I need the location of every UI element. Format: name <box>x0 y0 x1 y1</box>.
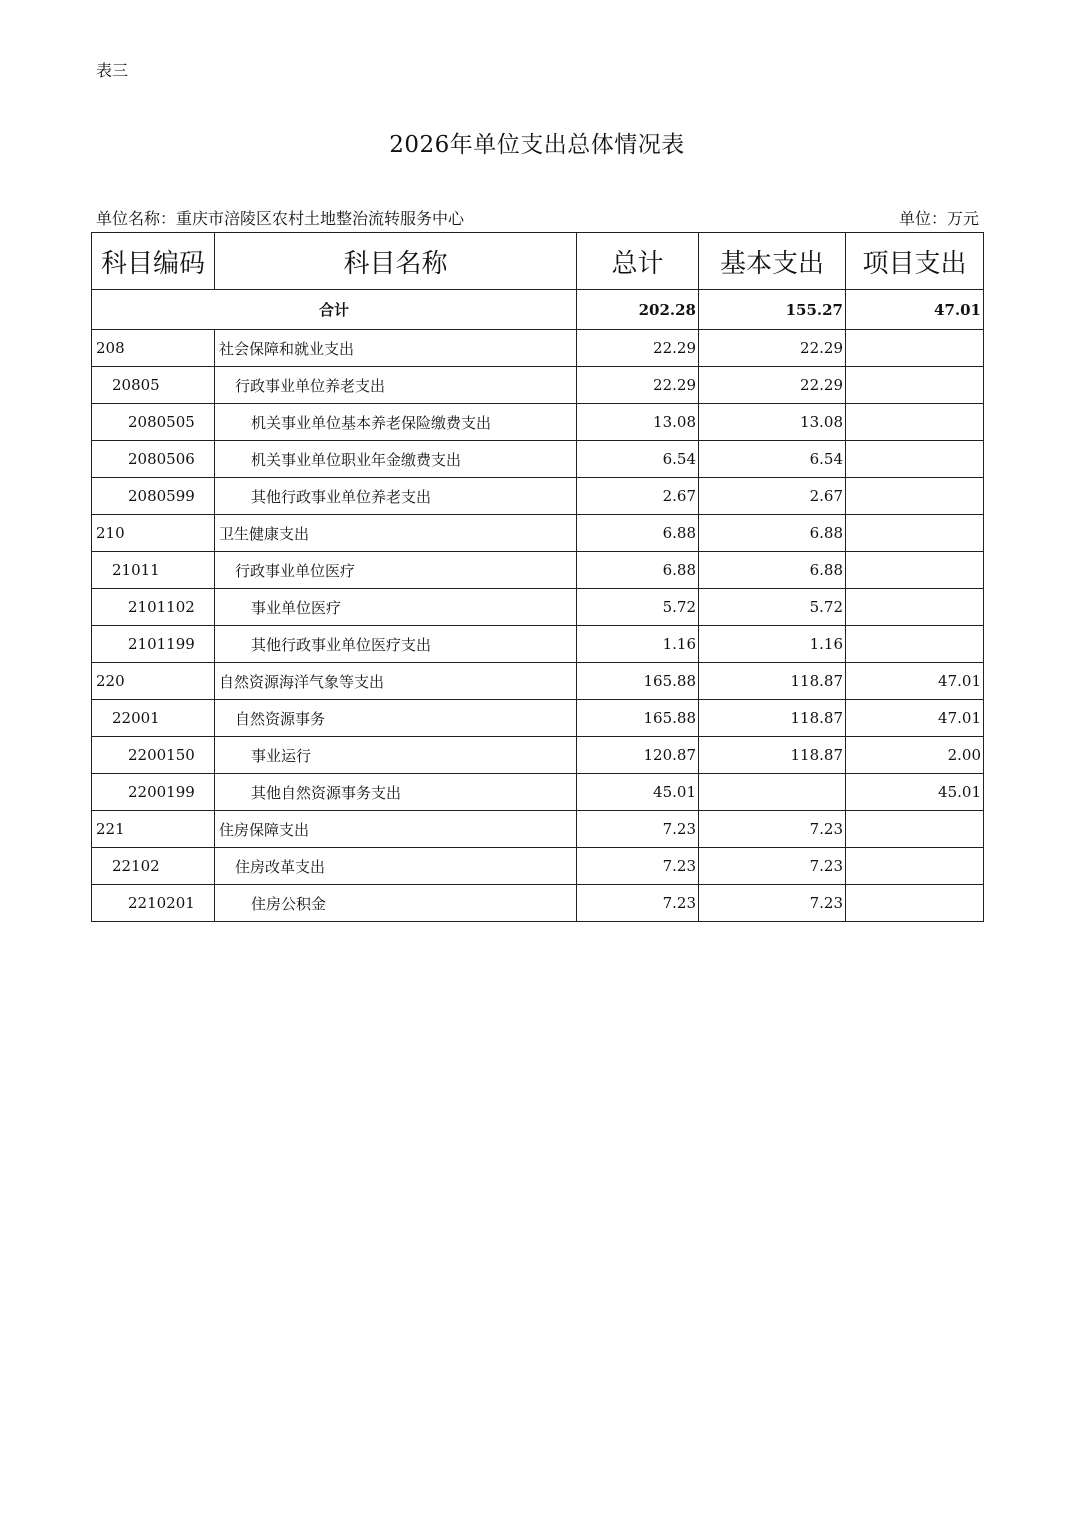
row-name: 住房保障支出 <box>215 811 577 848</box>
table-row <box>92 589 984 626</box>
row-name: 自然资源事务 <box>215 700 577 737</box>
table-row <box>92 626 984 663</box>
header-name: 科目名称 <box>215 233 577 290</box>
table-row <box>92 404 984 441</box>
row-project: 47.01 <box>846 663 984 700</box>
row-total: 6.88 <box>577 515 699 552</box>
total-basic: 155.27 <box>699 290 846 330</box>
row-total: 2.67 <box>577 478 699 515</box>
row-code: 2080506 <box>92 441 215 478</box>
row-name: 行政事业单位医疗 <box>215 552 577 589</box>
row-code: 221 <box>92 811 215 848</box>
row-basic: 7.23 <box>699 848 846 885</box>
header-project: 项目支出 <box>846 233 984 290</box>
header-total: 总计 <box>577 233 699 290</box>
header-basic: 基本支出 <box>699 233 846 290</box>
row-code: 21011 <box>92 552 215 589</box>
row-code: 220 <box>92 663 215 700</box>
table-row <box>92 552 984 589</box>
total-sum: 202.28 <box>577 290 699 330</box>
row-name: 事业运行 <box>215 737 577 774</box>
row-total: 1.16 <box>577 626 699 663</box>
row-total: 7.23 <box>577 885 699 922</box>
row-project <box>846 626 984 663</box>
row-total: 165.88 <box>577 663 699 700</box>
row-basic: 13.08 <box>699 404 846 441</box>
table-row <box>92 330 984 367</box>
row-code: 210 <box>92 515 215 552</box>
row-name: 住房改革支出 <box>215 848 577 885</box>
row-total: 7.23 <box>577 848 699 885</box>
row-project: 47.01 <box>846 700 984 737</box>
row-total: 7.23 <box>577 811 699 848</box>
unit-name-label: 单位名称：重庆市涪陵区农村土地整治流转服务中心 <box>96 209 465 228</box>
row-project <box>846 367 984 404</box>
row-total: 165.88 <box>577 700 699 737</box>
table-row <box>92 515 984 552</box>
row-total: 5.72 <box>577 589 699 626</box>
table-header-row <box>92 233 984 290</box>
page-title: 2026年单位支出总体情况表 <box>389 132 685 158</box>
table-row <box>92 774 984 811</box>
row-total: 22.29 <box>577 330 699 367</box>
row-code: 2101199 <box>92 626 215 663</box>
row-total: 120.87 <box>577 737 699 774</box>
table-row <box>92 885 984 922</box>
row-project <box>846 811 984 848</box>
row-name: 机关事业单位职业年金缴费支出 <box>215 441 577 478</box>
row-name: 社会保障和就业支出 <box>215 330 577 367</box>
row-basic: 6.88 <box>699 552 846 589</box>
row-project <box>846 441 984 478</box>
table-row <box>92 811 984 848</box>
row-code: 2080505 <box>92 404 215 441</box>
row-basic <box>699 774 846 811</box>
row-project <box>846 848 984 885</box>
row-project <box>846 404 984 441</box>
table-row <box>92 700 984 737</box>
table-row <box>92 848 984 885</box>
row-basic: 7.23 <box>699 811 846 848</box>
row-name: 其他行政事业单位医疗支出 <box>215 626 577 663</box>
currency-unit-label: 单位：万元 <box>898 209 979 228</box>
table-number-label: 表三 <box>96 61 129 80</box>
row-name: 事业单位医疗 <box>215 589 577 626</box>
row-name: 其他自然资源事务支出 <box>215 774 577 811</box>
total-project: 47.01 <box>846 290 984 330</box>
row-code: 2080599 <box>92 478 215 515</box>
row-name: 卫生健康支出 <box>215 515 577 552</box>
row-name: 行政事业单位养老支出 <box>215 367 577 404</box>
row-name: 住房公积金 <box>215 885 577 922</box>
row-code: 22102 <box>92 848 215 885</box>
row-code: 22001 <box>92 700 215 737</box>
row-project <box>846 515 984 552</box>
row-basic: 1.16 <box>699 626 846 663</box>
row-basic: 6.88 <box>699 515 846 552</box>
row-project: 45.01 <box>846 774 984 811</box>
row-basic: 118.87 <box>699 737 846 774</box>
row-project <box>846 330 984 367</box>
row-basic: 6.54 <box>699 441 846 478</box>
row-basic: 118.87 <box>699 663 846 700</box>
row-basic: 118.87 <box>699 700 846 737</box>
row-code: 2200150 <box>92 737 215 774</box>
row-total: 22.29 <box>577 367 699 404</box>
row-project <box>846 885 984 922</box>
row-code: 2210201 <box>92 885 215 922</box>
row-total: 6.88 <box>577 552 699 589</box>
table-row <box>92 737 984 774</box>
row-code: 208 <box>92 330 215 367</box>
row-basic: 2.67 <box>699 478 846 515</box>
row-project <box>846 589 984 626</box>
row-project <box>846 552 984 589</box>
row-basic: 7.23 <box>699 885 846 922</box>
row-name: 自然资源海洋气象等支出 <box>215 663 577 700</box>
row-total: 13.08 <box>577 404 699 441</box>
table-row <box>92 367 984 404</box>
row-code: 20805 <box>92 367 215 404</box>
expenditure-table <box>91 232 984 922</box>
row-code: 2101102 <box>92 589 215 626</box>
row-project <box>846 478 984 515</box>
row-project: 2.00 <box>846 737 984 774</box>
table-row <box>92 441 984 478</box>
row-basic: 22.29 <box>699 367 846 404</box>
row-total: 6.54 <box>577 441 699 478</box>
row-name: 其他行政事业单位养老支出 <box>215 478 577 515</box>
total-row <box>92 290 984 330</box>
row-total: 45.01 <box>577 774 699 811</box>
table-row <box>92 663 984 700</box>
table-row <box>92 478 984 515</box>
header-code: 科目编码 <box>92 233 215 290</box>
row-basic: 5.72 <box>699 589 846 626</box>
row-code: 2200199 <box>92 774 215 811</box>
total-label: 合计 <box>92 290 577 330</box>
row-name: 机关事业单位基本养老保险缴费支出 <box>215 404 577 441</box>
row-basic: 22.29 <box>699 330 846 367</box>
